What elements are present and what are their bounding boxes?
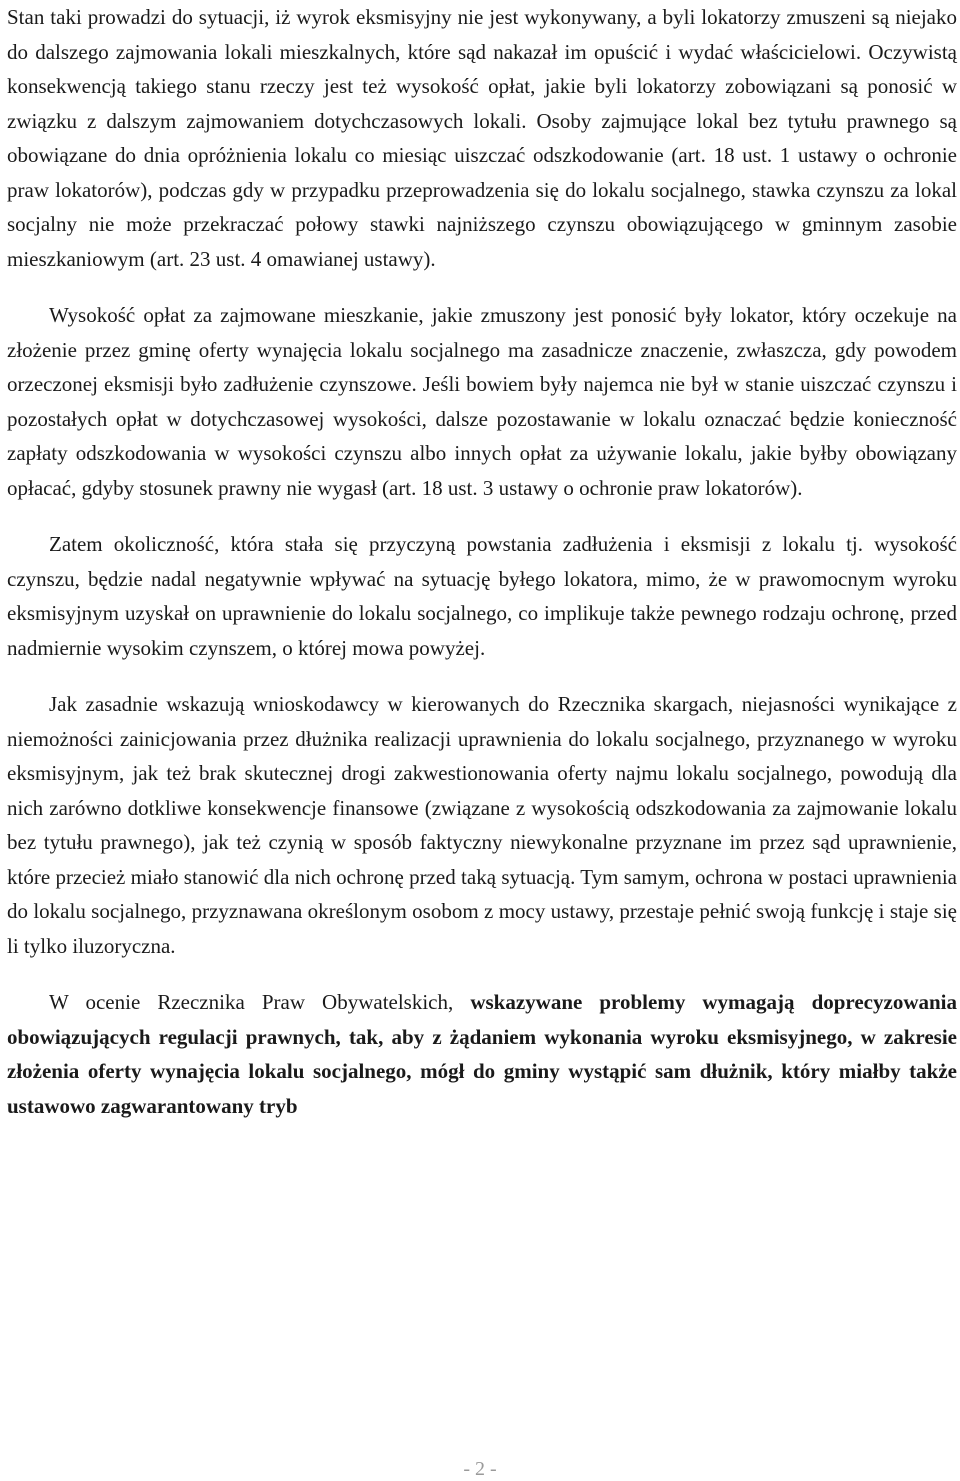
paragraph-4: Jak zasadnie wskazują wnioskodawcy w kierowanych do Rzecznika skargach, niejasności wynikające z niemożności zainicjowania przez dłużnika realizacji uprawnienia do lokalu socjalnego, przyznanego w wyroku eksmisyjnym, jak też brak skutecznej drogi zakwestionowania oferty najmu lokalu socjalnego, powodują dla nich zarówno dotkliwe konsekwencje finansowe (związane z wysokością odszkodowania za zajmowanie lokalu bez tytułu prawnego), jak też czynią w sposób faktyczny niewykonalne przyznane im przez sąd uprawnienie, które przecież miało stanowić dla nich ochronę przed taką sytuacją. Tym samym, ochrona w postaci uprawnienia do lokalu socjalnego, przyznawana określonym osobom z mocy ustawy, przestaje pełnić swoją funkcję i staje się li tylko iluzoryczna. (7, 692, 957, 958)
paragraph-5-bold-text: wskazywane problemy wymagają doprecyzowania obowiązujących regulacji prawnych, tak, aby z żądaniem wykonania wyroku eksmisyjnego, w zakresie złożenia oferty wynajęcia lokalu socjalnego, mógł do gminy wystąpić sam dłużnik, który miałby także ustawowo zagwarantowany tryb (7, 990, 958, 1118)
paragraph-1: Stan taki prowadzi do sytuacji, iż wyrok eksmisyjny nie jest wykonywany, a byli lokatorzy zmuszeni są niejako do dalszego zajmowania lokali mieszkalnych, które sąd nakazał im opuścić i wydać właścicielowi. Oczywistą konsekwencją takiego stanu rzeczy jest też wysokość opłat, jakie byli lokatorzy zobowiązani są ponosić w związku z dalszym zajmowaniem dotychczasowych lokali. Osoby zajmujące lokal bez tytułu prawnego są obowiązane do dnia opróżnienia lokalu co miesiąc uiszczać odszkodowanie (art. 18 ust. 1 ustawy o ochronie praw lokatorów), podczas gdy w przypadku przeprowadzenia się do lokalu socjalnego, stawka czynszu za lokal socjalny nie może przekraczać połowy stawki najniższego czynszu obowiązującego w gminnym zasobie mieszkaniowym (art. 23 ust. 4 omawianej ustawy). (7, 5, 957, 271)
paragraph-2: Wysokość opłat za zajmowane mieszkanie, jakie zmuszony jest ponosić były lokator, który oczekuje na złożenie przez gminę oferty wynajęcia lokalu socjalnego ma zasadnicze znaczenie, zwłaszcza, gdy powodem orzeczonej eksmisji było zadłużenie czynszowe. Jeśli bowiem były najemca nie był w stanie uiszczać czynszu i pozostałych opłat w dotychczasowej wysokości, dalsze pozostawanie w lokalu oznaczać będzie konieczność zapłaty odszkodowania w wysokości czynszu albo innych opłat za używanie lokalu, jakie byłby obowiązany opłacać, gdyby stosunek prawny nie wygasł (art. 18 ust. 3 ustawy o ochronie praw lokatorów). (7, 303, 957, 500)
page-number: - 2 - (463, 1458, 497, 1480)
paragraph-3: Zatem okoliczność, która stała się przyczyną powstania zadłużenia i eksmisji z lokalu tj. wysokość czynszu, będzie nadal negatywnie wpływać na sytuację byłego lokatora, mimo, że w prawomocnym wyroku eksmisyjnym uzyskał on uprawnienie do lokalu socjalnego, co implikuje także pewnego rodzaju ochronę, przed nadmiernie wysokim czynszem, o której mowa powyżej. (7, 532, 957, 660)
document-page (7, 0, 957, 1123)
paragraph-5 (7, 985, 957, 1123)
paragraph-5-plain-text: W ocenie Rzecznika Praw Obywatelskich, (49, 990, 471, 1014)
